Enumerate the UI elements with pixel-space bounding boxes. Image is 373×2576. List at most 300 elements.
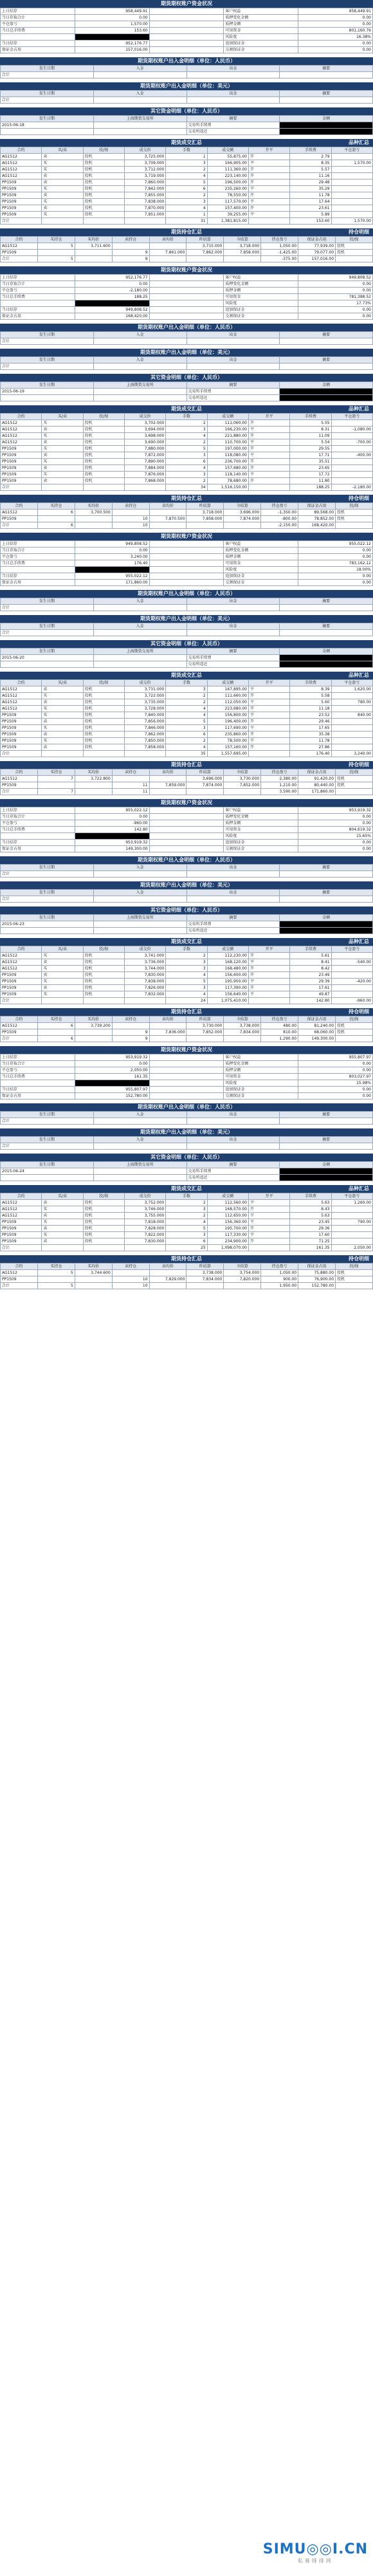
fund-value: 955,807.97 bbox=[75, 1087, 149, 1093]
redacted-block bbox=[75, 300, 149, 307]
trade-summary-title-right-label: 品种汇总 bbox=[349, 939, 369, 944]
fund-value: 0.00 bbox=[75, 1061, 149, 1067]
trade-cell: 平 bbox=[248, 712, 289, 719]
trade-cell: 5 bbox=[166, 446, 207, 452]
column-header: 成交额 bbox=[207, 680, 248, 686]
table-cell bbox=[149, 1036, 186, 1042]
column-header: 手数 bbox=[166, 147, 207, 154]
trade-cell bbox=[331, 1238, 372, 1245]
table-row bbox=[1, 959, 373, 966]
trade-cell: PP1509 bbox=[1, 712, 42, 719]
position-summary-title-right-label: 持仓明细 bbox=[349, 495, 369, 501]
trade-cell: 197,000.00 bbox=[207, 446, 248, 452]
table-cell bbox=[124, 218, 165, 225]
trade-cell: 买 bbox=[42, 725, 83, 731]
trade-cell: 7,851.000 bbox=[124, 212, 165, 218]
trade-cell: 买 bbox=[42, 1219, 83, 1226]
table-cell: 188.25 bbox=[290, 484, 331, 491]
column-header: 投/保 bbox=[336, 1264, 373, 1270]
trade-cell: 157,680.00 bbox=[207, 465, 248, 472]
trade-cell: 卖 bbox=[42, 972, 83, 979]
trade-cell bbox=[331, 459, 372, 465]
position-summary-title bbox=[0, 228, 373, 236]
table-row bbox=[1, 560, 373, 567]
table-cell bbox=[149, 8, 224, 15]
column-header: 合约 bbox=[1, 503, 38, 510]
column-header: 保证金占用 bbox=[298, 1264, 336, 1270]
trade-cell: AG1512 bbox=[1, 154, 42, 160]
trade-summary-title-right-label: 品种汇总 bbox=[349, 1186, 369, 1191]
table-cell: 2,050.00 bbox=[331, 1245, 372, 1251]
table-cell bbox=[149, 307, 224, 313]
table-cell bbox=[149, 41, 224, 47]
trade-cell: 开 bbox=[248, 731, 289, 738]
trade-cell: 2 bbox=[166, 738, 207, 744]
table-cell: 1,570.00 bbox=[331, 218, 372, 225]
trade-cell: 7,828.000 bbox=[124, 1226, 165, 1232]
trade-cell: 71.25 bbox=[290, 1238, 331, 1245]
inout-rmb-title bbox=[0, 1103, 373, 1111]
trade-cell: 7,890.000 bbox=[124, 459, 165, 465]
total-row bbox=[1, 218, 373, 225]
table-cell bbox=[93, 1143, 186, 1150]
column-header: 昨结算 bbox=[186, 1017, 224, 1023]
table-row bbox=[1, 250, 373, 256]
column-header: 手数 bbox=[166, 1193, 207, 1200]
trade-cell: 卖 bbox=[42, 1226, 83, 1232]
column-header: 买均价 bbox=[75, 237, 112, 243]
exchange-name: 上海期货交易所 bbox=[93, 116, 186, 122]
trade-cell: 开 bbox=[248, 173, 289, 179]
table-row bbox=[1, 846, 373, 852]
trade-cell: 买 bbox=[42, 160, 83, 167]
table-cell bbox=[149, 1093, 224, 1099]
trade-cell: 买 bbox=[42, 433, 83, 439]
hedge-flag: 投机 bbox=[83, 472, 124, 478]
position-cell bbox=[37, 516, 75, 522]
trade-cell: 7,826.000 bbox=[124, 985, 165, 991]
position-summary-table bbox=[0, 1263, 373, 1289]
fund-value: 161.35 bbox=[75, 1074, 149, 1080]
trade-cell bbox=[331, 154, 372, 160]
hedge-flag: 投机 bbox=[83, 972, 124, 979]
column-header: 入金 bbox=[93, 91, 186, 97]
redacted-block bbox=[280, 921, 373, 928]
column-header: 持仓盈亏 bbox=[261, 769, 298, 776]
table-cell bbox=[149, 1067, 224, 1074]
trade-cell: 买 bbox=[42, 199, 83, 205]
fund-label: 当日总手续费 bbox=[1, 28, 75, 34]
trade-summary-title-text: 期货成交汇总 bbox=[171, 140, 202, 145]
position-cell: PP1509 bbox=[1, 516, 38, 522]
table-cell: 142.80 bbox=[290, 998, 331, 1004]
table-cell: 7 bbox=[37, 789, 75, 795]
fund-value: 949,808.52 bbox=[298, 275, 373, 281]
hedge-flag: 投机 bbox=[83, 1200, 124, 1206]
total-label: 合计 bbox=[1, 256, 38, 262]
trade-cell: 3 bbox=[166, 452, 207, 459]
column-header: 开平 bbox=[248, 1193, 289, 1200]
column-header: 入金 bbox=[93, 332, 186, 338]
table-cell bbox=[280, 1118, 373, 1125]
position-cell: 7 bbox=[37, 776, 75, 782]
table-row bbox=[1, 686, 373, 693]
trade-cell: 卖 bbox=[42, 154, 83, 160]
table-cell: 1,098,070.00 bbox=[207, 1245, 248, 1251]
column-header: 合约 bbox=[1, 1264, 38, 1270]
column-header: 持仓盈亏 bbox=[261, 1264, 298, 1270]
column-header: 保证金占用 bbox=[298, 1017, 336, 1023]
trade-cell: 5.61 bbox=[290, 953, 331, 959]
column-header: 摘要 bbox=[280, 1112, 373, 1118]
trade-cell: 买 bbox=[42, 738, 83, 744]
fund-label: 当日结存 bbox=[1, 573, 75, 580]
inout-usd-table bbox=[0, 889, 373, 903]
trade-summary-title-right-label: 品种汇总 bbox=[349, 672, 369, 678]
position-cell: 7,858.000 bbox=[186, 516, 224, 522]
column-header: 卖持仓 bbox=[112, 1264, 149, 1270]
trade-cell bbox=[331, 186, 372, 192]
fund-label: 平仓盈亏 bbox=[1, 1067, 75, 1074]
trade-cell: 买 bbox=[42, 991, 83, 998]
column-header: 投/保 bbox=[83, 147, 124, 154]
trade-cell: 开 bbox=[248, 1238, 289, 1245]
trade-cell: 平 bbox=[248, 991, 289, 998]
trade-cell: 开 bbox=[248, 744, 289, 751]
trade-cell: 17.71 bbox=[290, 452, 331, 459]
trade-cell: 平 bbox=[248, 212, 289, 218]
fund-value: 0.00 bbox=[298, 554, 373, 560]
other-funds-title bbox=[0, 374, 373, 382]
table-cell bbox=[248, 751, 289, 757]
fund-value: 781,388.52 bbox=[298, 294, 373, 300]
inout-rmb-title bbox=[0, 590, 373, 598]
table-cell bbox=[149, 814, 224, 820]
trade-cell bbox=[331, 744, 372, 751]
table-row bbox=[1, 34, 373, 41]
trade-cell: AG1512 bbox=[1, 1213, 42, 1219]
fund-label: 质押金额 bbox=[224, 1067, 298, 1074]
fund-value: 783,162.12 bbox=[298, 560, 373, 567]
table-cell: 168,420.00 bbox=[298, 522, 336, 529]
table-cell bbox=[42, 218, 83, 225]
table-row bbox=[1, 465, 373, 472]
trade-cell: 156,800.00 bbox=[207, 712, 248, 719]
trade-cell: 7,842.000 bbox=[124, 186, 165, 192]
trade-cell: -540.00 bbox=[331, 959, 372, 966]
trade-cell: 开 bbox=[248, 459, 289, 465]
table-row bbox=[1, 1226, 373, 1232]
fund-value: 2,050.00 bbox=[75, 1067, 149, 1074]
fund-value: -960.00 bbox=[75, 820, 149, 827]
trade-cell: 78,550.00 bbox=[207, 192, 248, 199]
trade-cell bbox=[331, 966, 372, 972]
column-header: 卖持仓 bbox=[112, 769, 149, 776]
trade-cell: PP1509 bbox=[1, 725, 42, 731]
inout-usd-title-text: 期货期权账户出入金明细（单位：美元） bbox=[140, 83, 233, 89]
position-cell bbox=[149, 1023, 186, 1029]
position-cell: 80,440.00 bbox=[298, 782, 336, 789]
table-row bbox=[1, 1200, 373, 1206]
inout-rmb-table bbox=[0, 1111, 373, 1125]
table-cell bbox=[280, 363, 373, 370]
hedge-flag: 投机 bbox=[83, 693, 124, 699]
column-header: 平仓盈亏 bbox=[331, 147, 372, 154]
fund-label: 平仓盈亏 bbox=[1, 554, 75, 560]
table-cell bbox=[93, 630, 186, 636]
fund-label bbox=[1, 567, 75, 573]
position-cell: 7,861.000 bbox=[149, 250, 186, 256]
trade-cell: 7,862.000 bbox=[124, 731, 165, 738]
fund-label: 当日存取合计 bbox=[1, 814, 75, 820]
table-cell bbox=[336, 1036, 373, 1042]
fund-status-title bbox=[0, 1046, 373, 1054]
trade-cell: 39,255.00 bbox=[207, 212, 248, 218]
trade-cell: 卖 bbox=[42, 686, 83, 693]
trade-cell: 开 bbox=[248, 465, 289, 472]
column-header: 成交价 bbox=[124, 680, 165, 686]
inout-rmb-table bbox=[0, 331, 373, 345]
table-row bbox=[1, 953, 373, 959]
trade-cell: 平 bbox=[248, 439, 289, 446]
fund-label: 质押金额 bbox=[224, 288, 298, 294]
fund-value: 0.00 bbox=[75, 281, 149, 288]
fund-status-table bbox=[0, 8, 373, 53]
fund-value: 15.98% bbox=[298, 1080, 373, 1087]
total-label: 合计 bbox=[1, 1245, 42, 1251]
table-cell bbox=[149, 1054, 224, 1061]
hedge-flag: 投机 bbox=[83, 192, 124, 199]
fund-value: 0.00 bbox=[298, 288, 373, 294]
position-summary-table bbox=[0, 769, 373, 795]
trade-cell: 112,230.00 bbox=[207, 953, 248, 959]
trade-cell: 112,560.00 bbox=[207, 1200, 248, 1206]
inout-usd-title bbox=[0, 1128, 373, 1136]
position-cell: 900.00 bbox=[261, 1276, 298, 1283]
position-cell bbox=[112, 1023, 149, 1029]
table-cell: 5 bbox=[37, 256, 75, 262]
trade-summary-title bbox=[0, 672, 373, 679]
table-cell: 3,240.00 bbox=[331, 751, 372, 757]
trade-cell: 平 bbox=[248, 738, 289, 744]
table-cell bbox=[124, 998, 165, 1004]
trade-cell: 3,698.000 bbox=[124, 433, 165, 439]
column-header: 买/卖 bbox=[42, 946, 83, 953]
fund-value: 955,022.12 bbox=[75, 573, 149, 580]
table-cell bbox=[186, 363, 280, 370]
total-label: 合计 bbox=[1, 1118, 94, 1125]
fund-value: 0.00 bbox=[298, 1067, 373, 1074]
trade-cell: 8.41 bbox=[290, 959, 331, 966]
inout-rmb-title bbox=[0, 57, 373, 65]
table-row bbox=[1, 129, 373, 135]
column-header: 买持仓 bbox=[37, 769, 75, 776]
fund-label: 当日总手续费 bbox=[1, 1074, 75, 1080]
table-cell bbox=[149, 833, 224, 840]
trade-cell: 118,140.00 bbox=[207, 472, 248, 478]
trade-cell: 3 bbox=[166, 985, 207, 991]
fund-label: 保证金占用 bbox=[1, 580, 75, 586]
table-cell bbox=[186, 522, 224, 529]
position-cell: 7,834.000 bbox=[224, 1029, 261, 1036]
redacted-block bbox=[280, 1168, 373, 1175]
table-cell bbox=[42, 998, 83, 1004]
trade-cell: 4 bbox=[166, 744, 207, 751]
table-cell bbox=[1, 1175, 94, 1181]
table-cell bbox=[186, 871, 280, 878]
table-cell bbox=[93, 338, 186, 345]
other-funds-table bbox=[0, 115, 373, 135]
trade-cell: 6 bbox=[166, 186, 207, 192]
table-row bbox=[1, 567, 373, 573]
trade-cell: PP1509 bbox=[1, 472, 42, 478]
trade-cell: 卖 bbox=[42, 173, 83, 179]
trade-cell: PP1509 bbox=[1, 985, 42, 991]
column-header: 金额 bbox=[280, 649, 373, 655]
hedge-flag: 投机 bbox=[83, 991, 124, 998]
table-cell: -2,180.00 bbox=[331, 484, 372, 491]
table-cell bbox=[149, 541, 224, 547]
trade-cell: 35.38 bbox=[290, 731, 331, 738]
table-header-row bbox=[1, 680, 373, 686]
column-header: 卖持仓 bbox=[112, 1017, 149, 1023]
table-cell bbox=[280, 72, 373, 78]
position-cell: 7,852.000 bbox=[224, 782, 261, 789]
table-cell bbox=[149, 840, 224, 846]
trade-cell: 236,700.00 bbox=[207, 459, 248, 465]
trade-cell: AG1512 bbox=[1, 953, 42, 959]
table-cell bbox=[93, 395, 186, 401]
column-header: 出金 bbox=[186, 357, 280, 363]
trade-cell: PP1509 bbox=[1, 1226, 42, 1232]
trade-cell: 23.45 bbox=[290, 1219, 331, 1226]
trade-cell: 平 bbox=[248, 427, 289, 433]
trade-cell: 168,480.00 bbox=[207, 966, 248, 972]
trade-cell: PP1509 bbox=[1, 186, 42, 192]
fund-label: 可用资金 bbox=[224, 827, 298, 833]
trade-cell: 7,830.000 bbox=[124, 972, 165, 979]
trade-summary-table bbox=[0, 147, 373, 225]
column-header: 平仓盈亏 bbox=[331, 946, 372, 953]
hedge-flag: 投机 bbox=[83, 179, 124, 186]
trade-summary-table bbox=[0, 413, 373, 491]
table-cell bbox=[93, 129, 186, 135]
date-cell: 2015-06-24 bbox=[1, 1168, 94, 1175]
table-header-row bbox=[1, 503, 373, 510]
table-cell bbox=[280, 97, 373, 104]
table-row bbox=[1, 782, 373, 789]
trade-cell bbox=[331, 1206, 372, 1213]
hedge-flag: 投机 bbox=[336, 1270, 373, 1276]
position-cell: 68,060.00 bbox=[298, 1029, 336, 1036]
table-cell: 149,300.00 bbox=[298, 1036, 336, 1042]
trade-cell: 2 bbox=[166, 693, 207, 699]
inout-usd-table bbox=[0, 356, 373, 370]
position-cell: 3,739.200 bbox=[75, 1023, 112, 1029]
position-cell: 7,858.000 bbox=[224, 250, 261, 256]
position-cell: 79,077.00 bbox=[298, 250, 336, 256]
table-row bbox=[1, 47, 373, 53]
column-header: 今结算 bbox=[224, 769, 261, 776]
table-row bbox=[1, 979, 373, 985]
fund-label: 追加保证金 bbox=[224, 1087, 298, 1093]
column-header: 摘要 bbox=[186, 382, 280, 389]
table-cell: 34 bbox=[166, 484, 207, 491]
redacted-block bbox=[280, 661, 373, 668]
table-cell: 1,381,815.00 bbox=[207, 218, 248, 225]
table-row bbox=[1, 1175, 373, 1181]
table-row bbox=[1, 833, 373, 840]
trade-cell: 23.49 bbox=[290, 972, 331, 979]
table-row bbox=[1, 1067, 373, 1074]
total-label: 合计 bbox=[1, 751, 42, 757]
trade-cell: 买 bbox=[42, 966, 83, 972]
table-row bbox=[1, 719, 373, 725]
position-cell: PP1509 bbox=[1, 1029, 38, 1036]
table-header-row bbox=[1, 623, 373, 630]
table-cell bbox=[149, 275, 224, 281]
other-funds-table bbox=[0, 914, 373, 934]
trade-summary-title-right-label: 品种汇总 bbox=[349, 406, 369, 412]
column-header: 出金 bbox=[186, 890, 280, 896]
trade-cell: 3,709.000 bbox=[124, 160, 165, 167]
fund-status-title bbox=[0, 533, 373, 540]
table-cell bbox=[186, 97, 280, 104]
fund-label: 上日结存 bbox=[1, 1054, 75, 1061]
table-row bbox=[1, 928, 373, 934]
column-header: 摘要 bbox=[186, 1162, 280, 1168]
trade-cell: 买 bbox=[42, 693, 83, 699]
hedge-flag: 投机 bbox=[336, 1023, 373, 1029]
table-row bbox=[1, 1061, 373, 1067]
column-header: 合约 bbox=[1, 147, 42, 154]
trade-cell: 8.43 bbox=[290, 1206, 331, 1213]
table-cell bbox=[93, 122, 186, 129]
trade-cell: 卖 bbox=[42, 959, 83, 966]
inout-usd-table bbox=[0, 1136, 373, 1150]
table-row bbox=[1, 452, 373, 459]
position-summary-title-right-label: 持仓明细 bbox=[349, 1256, 369, 1262]
column-header: 摘要 bbox=[280, 865, 373, 871]
table-cell: 10 bbox=[112, 1283, 149, 1289]
hedge-flag: 投机 bbox=[83, 199, 124, 205]
position-cell: AG1512 bbox=[1, 1270, 38, 1276]
fund-value: 0.00 bbox=[298, 547, 373, 554]
position-summary-table bbox=[0, 236, 373, 262]
table-header-row bbox=[1, 147, 373, 154]
trade-cell: 3,694.000 bbox=[124, 427, 165, 433]
trade-cell: 平 bbox=[248, 160, 289, 167]
position-cell: PP1509 bbox=[1, 1276, 38, 1283]
trade-cell: 17.72 bbox=[290, 472, 331, 478]
fund-value: 153.60 bbox=[75, 28, 149, 34]
position-cell: 3,730.000 bbox=[224, 776, 261, 782]
trade-cell bbox=[331, 173, 372, 179]
hedge-flag: 投机 bbox=[83, 959, 124, 966]
table-cell bbox=[336, 1283, 373, 1289]
fund-status-title-text: 期货期权账户资金状况 bbox=[161, 800, 212, 805]
item-label: 交易所手续费 bbox=[186, 1168, 280, 1175]
trade-cell: 3 bbox=[166, 1206, 207, 1213]
table-row bbox=[1, 1080, 373, 1087]
redacted-block bbox=[280, 655, 373, 661]
trade-cell: 11.18 bbox=[290, 706, 331, 712]
trade-cell: 7,858.000 bbox=[124, 744, 165, 751]
fund-status-title-text: 期货期权账户资金状况 bbox=[161, 1047, 212, 1053]
trade-summary-table bbox=[0, 1193, 373, 1251]
fund-value: 0.00 bbox=[298, 21, 373, 28]
fund-value: -2,180.00 bbox=[75, 288, 149, 294]
